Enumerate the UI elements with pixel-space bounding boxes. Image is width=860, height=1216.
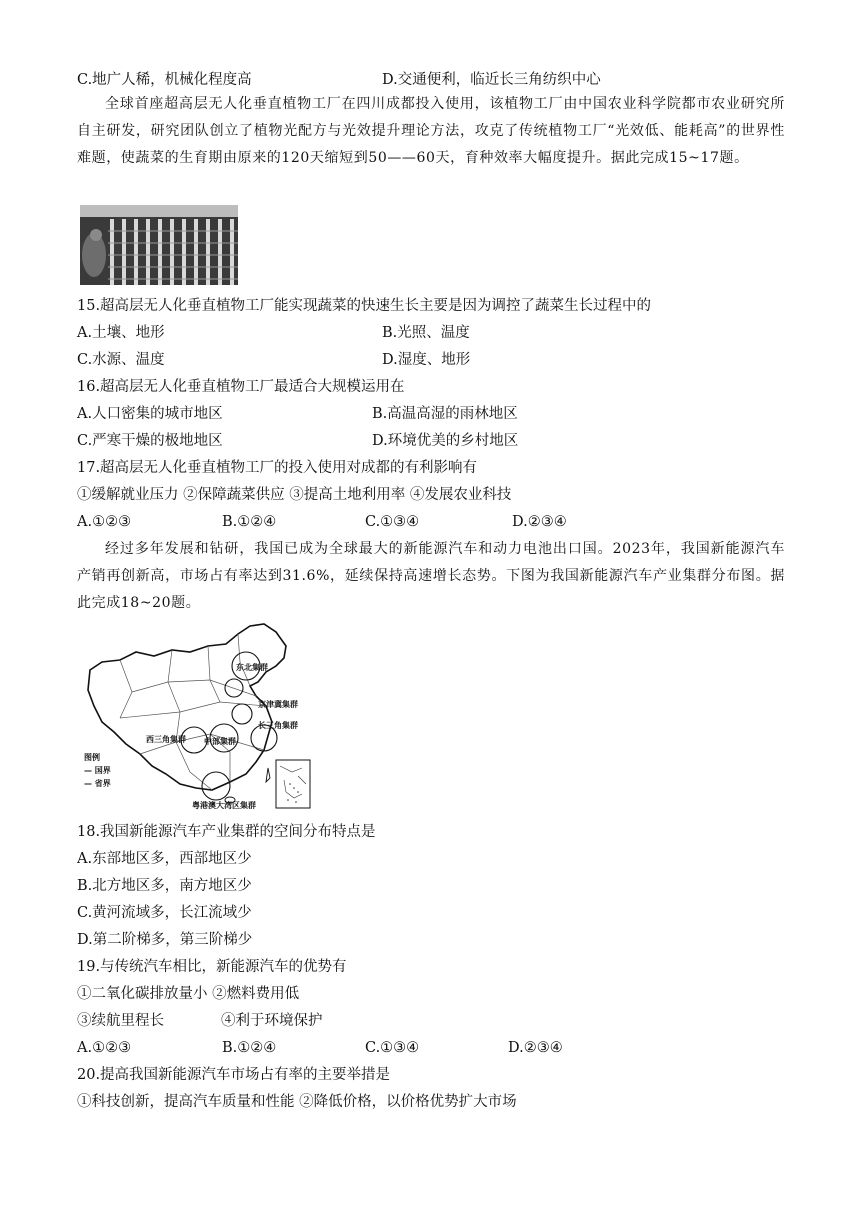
passage-plant-factory: 全球首座超高层无人化垂直植物工厂在四川成都投入使用，该植物工厂由中国农业科学院都市农业研究所自主研发，研究团队创立了植物光配方与光效提升理论方法，攻克了传统植物工厂“光效低、能耗高”的世界性难题，使蔬菜的生育期由原来的120天缩短到50——60天，育种效率大幅度提升。据此完成15~17题。	[77, 96, 785, 166]
map-label-yangtze-delta: 长三角集群	[258, 721, 298, 730]
q18-stem: 18.我国新能源汽车产业集群的空间分布特点是	[77, 824, 376, 840]
map-legend-province: — 省界	[84, 779, 111, 788]
q14-option-c: C.地广人稀，机械化程度高	[77, 72, 252, 88]
plant-factory-photo	[80, 205, 238, 285]
q19-option-c: C.①③④	[365, 1040, 420, 1056]
china-nev-cluster-map	[80, 622, 320, 812]
q20-stem: 20.提高我国新能源汽车市场占有率的主要举措是	[77, 1067, 391, 1083]
q15-option-c: C.水源、温度	[77, 352, 165, 368]
q17-items: ①缓解就业压力 ②保障蔬菜供应 ③提高土地利用率 ④发展农业科技	[77, 487, 512, 503]
q17-option-a: A.①②③	[77, 514, 132, 530]
q19-items-line1: ①二氧化碳排放量小 ②燃料费用低	[77, 986, 300, 1002]
q15-stem: 15.超高层无人化垂直植物工厂能实现蔬菜的快速生长主要是因为调控了蔬菜生长过程中的	[77, 298, 652, 314]
q17-option-c: C.①③④	[365, 514, 420, 530]
q19-option-b: B.①②④	[222, 1040, 277, 1056]
q19-item-4: ④利于环境保护	[221, 1013, 323, 1029]
q18-option-b: B.北方地区多，南方地区少	[77, 878, 252, 894]
q16-option-b: B.高温高湿的雨林地区	[372, 406, 518, 422]
q16-option-a: A.人口密集的城市地区	[77, 406, 223, 422]
q19-item-3: ③续航里程长	[77, 1013, 164, 1029]
q16-stem: 16.超高层无人化垂直植物工厂最适合大规模运用在	[77, 379, 405, 395]
q19-option-d: D.②③④	[508, 1040, 563, 1056]
q18-option-a: A.东部地区多，西部地区少	[77, 851, 252, 867]
map-label-jingjinji: 京津冀集群	[258, 700, 298, 709]
q18-option-c: C.黄河流域多，长江流域少	[77, 905, 252, 921]
q15-option-b: B.光照、温度	[382, 325, 470, 341]
q19-stem: 19.与传统汽车相比，新能源汽车的优势有	[77, 959, 347, 975]
map-label-central: 中部集群	[204, 737, 236, 746]
south-china-sea-inset	[276, 760, 310, 808]
q18-option-d: D.第二阶梯多，第三阶梯少	[77, 932, 253, 948]
q15-option-d: D.湿度、地形	[382, 352, 471, 368]
q17-option-b: B.①②④	[222, 514, 277, 530]
map-legend-title: 图例	[84, 753, 100, 762]
q17-option-d: D.②③④	[512, 514, 567, 530]
map-label-northeast: 东北集群	[236, 663, 268, 672]
passage-nev: 经过多年发展和钻研，我国已成为全球最大的新能源汽车和动力电池出口国。2023年，我国新能源汽车产销再创新高，市场占有率达到31.6%，延续保持高速增长态势。下图为我国新能源汽车产业集群分布图。据此完成18~20题。	[77, 541, 785, 611]
q16-option-d: D.环境优美的乡村地区	[372, 433, 519, 449]
map-label-west-triangle: 西三角集群	[146, 735, 186, 744]
q17-stem: 17.超高层无人化垂直植物工厂的投入使用对成都的有利影响有	[77, 460, 478, 476]
q20-items: ①科技创新，提高汽车质量和性能 ②降低价格，以价格优势扩大市场	[77, 1094, 517, 1110]
q19-option-a: A.①②③	[77, 1040, 132, 1056]
q14-option-d: D.交通便利，临近长三角纺织中心	[382, 72, 601, 88]
map-label-gba: 粤港澳大湾区集群	[192, 801, 256, 810]
q15-option-a: A.土壤、地形	[77, 325, 165, 341]
q16-option-c: C.严寒干燥的极地地区	[77, 433, 223, 449]
map-legend-border: — 国界	[84, 766, 111, 775]
